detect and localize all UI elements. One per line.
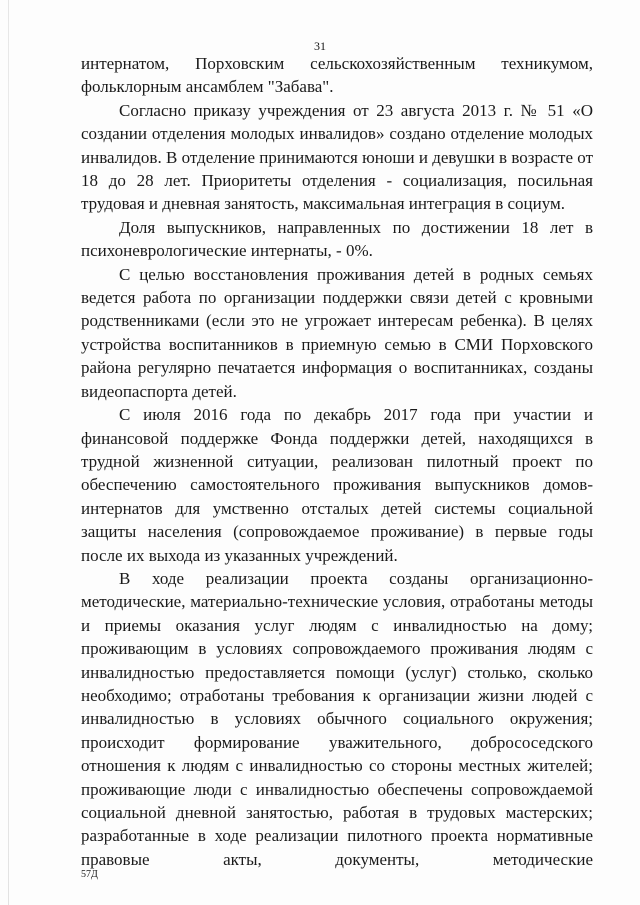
page-edge-shadow bbox=[8, 0, 9, 905]
paragraph: В ходе реализации проекта созданы организационно-методические, материально-технические условия, отработаны методы и приемы оказания услуг людям с инвалидностью на дому; проживающим в условиях сопровождаемого проживания людям с инвалидностью предоставляется помощи (услуг) столько, сколько необходимо; отработаны требования к организации жизни людей с инвалидностью в условиях обычного социального окружения; происходит формирование уважительного, добрососедского отношения к людям с инвалидностью со стороны местных жителей; проживающие люди с инвалидностью обеспечены сопровождаемой социальной дневной занятостью, работая в трудовых мастерских; разработанные в ходе реализации пилотного проекта нормативные правовые акты, документы, методические bbox=[81, 568, 593, 869]
paragraph: С июля 2016 года по декабрь 2017 года при участии и финансовой поддержке Фонда поддержки детей, находящихся в трудной жизненной ситуации, реализован пилотный проект по обеспечению самостоятельного проживания выпускников домов-интернатов для умственно отсталых детей системы социальной защиты населения (сопровождаемое проживание) в первые годы после их выхода из указанных учреждений. bbox=[81, 405, 593, 565]
paragraph: Доля выпускников, направленных по достижении 18 лет в психоневрологические интернаты, - 0%. bbox=[81, 217, 593, 261]
page-number: 31 bbox=[314, 39, 326, 53]
paragraph: Согласно приказу учреждения от 23 августа 2013 г. № 51 «О создании отделения молодых инвалидов» создано отделение молодых инвалидов. В отделение принимаются юноши и девушки в возрасте от 18 до 28 лет. Приоритеты отделения - социализация, посильная трудовая и дневная занятость, максимальная интеграция в социум. bbox=[81, 100, 593, 214]
paragraph: С целью восстановления проживания детей в родных семьях ведется работа по организации поддержки связи детей с кровными родственниками (если это не угрожает интересам ребенка). В целях устройства воспитанников в приемную семью в СМИ Порховского района регулярно печатается информация о воспитанниках, созданы видеопаспорта детей. bbox=[81, 264, 593, 401]
footer-code: 57Д bbox=[81, 869, 98, 880]
paragraph-continuation: интернатом, Порховским сельскохозяйственным техникумом, фольклорным ансамблем "Забава". bbox=[81, 54, 593, 97]
document-body bbox=[81, 52, 593, 871]
